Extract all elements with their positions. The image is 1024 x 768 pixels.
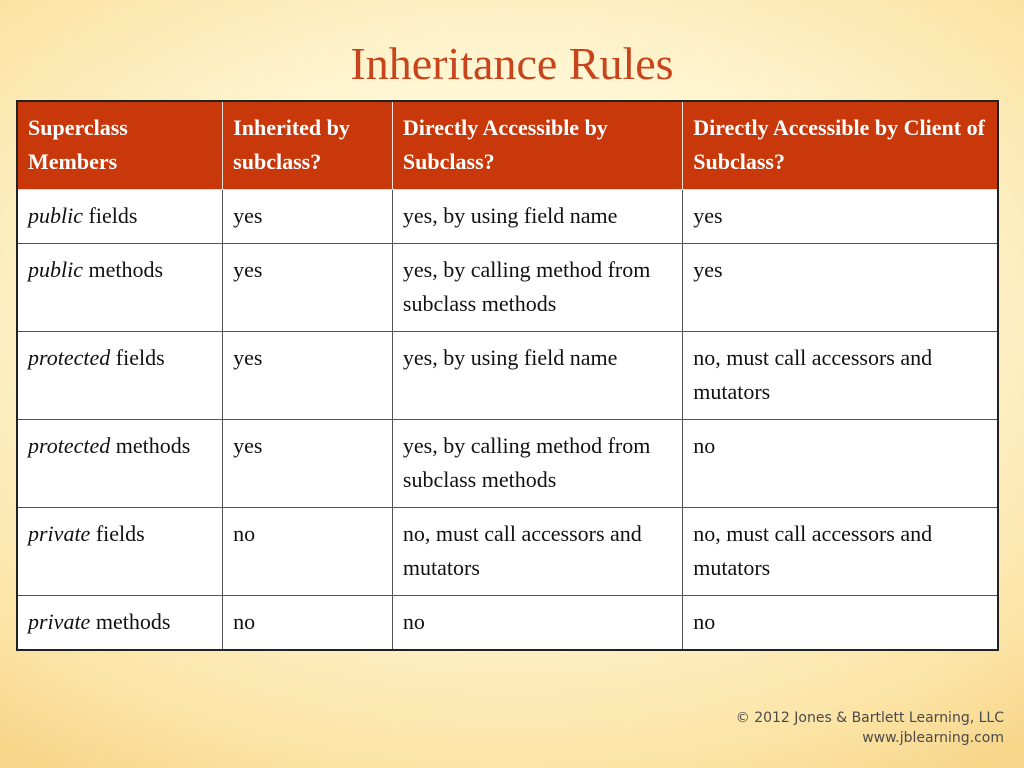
client-access-cell: no [683, 420, 998, 508]
copyright-text: © 2012 Jones & Bartlett Learning, LLC [735, 710, 1004, 726]
client-access-cell: no, must call accessors and mutators [683, 332, 998, 420]
table-header-row [17, 101, 998, 190]
member-cell [17, 596, 223, 651]
table-row [17, 332, 998, 420]
member-cell [17, 244, 223, 332]
member-kind: methods [115, 433, 191, 458]
publisher-website: www.jblearning.com [862, 730, 1004, 746]
member-kind: methods [88, 257, 164, 282]
client-access-cell: yes [683, 190, 998, 244]
inherited-cell: yes [223, 244, 393, 332]
table-row [17, 420, 998, 508]
access-modifier: public [28, 203, 83, 228]
table-row [17, 596, 998, 651]
member-kind: methods [95, 609, 171, 634]
access-modifier: private [28, 521, 91, 546]
inheritance-rules-table [16, 100, 999, 651]
client-access-cell: yes [683, 244, 998, 332]
subclass-access-cell: yes, by calling method from subclass methods [392, 244, 682, 332]
column-header-subclass-access: Directly Accessible by Subclass? [392, 101, 682, 190]
inherited-cell: no [223, 508, 393, 596]
member-cell [17, 332, 223, 420]
access-modifier: protected [28, 345, 111, 370]
access-modifier: public [28, 257, 83, 282]
inherited-cell: yes [223, 420, 393, 508]
inherited-cell: yes [223, 332, 393, 420]
table-row [17, 508, 998, 596]
subclass-access-cell: yes, by using field name [392, 332, 682, 420]
member-kind: fields [88, 203, 138, 228]
column-header-inherited: Inherited by subclass? [223, 101, 393, 190]
member-cell [17, 420, 223, 508]
client-access-cell: no [683, 596, 998, 651]
inherited-cell: no [223, 596, 393, 651]
column-header-superclass-members: Superclass Members [17, 101, 223, 190]
subclass-access-cell: yes, by using field name [392, 190, 682, 244]
member-cell [17, 508, 223, 596]
slide-title: Inheritance Rules [350, 38, 674, 89]
subclass-access-cell: yes, by calling method from subclass methods [392, 420, 682, 508]
table-row [17, 190, 998, 244]
client-access-cell: no, must call accessors and mutators [683, 508, 998, 596]
access-modifier: protected [28, 433, 111, 458]
column-header-client-access: Directly Accessible by Client of Subclass? [683, 101, 998, 190]
table-row [17, 244, 998, 332]
member-kind: fields [115, 345, 165, 370]
inherited-cell: yes [223, 190, 393, 244]
member-cell [17, 190, 223, 244]
subclass-access-cell: no [392, 596, 682, 651]
subclass-access-cell: no, must call accessors and mutators [392, 508, 682, 596]
member-kind: fields [95, 521, 145, 546]
publisher-footer [736, 708, 1004, 748]
access-modifier: private [28, 609, 91, 634]
